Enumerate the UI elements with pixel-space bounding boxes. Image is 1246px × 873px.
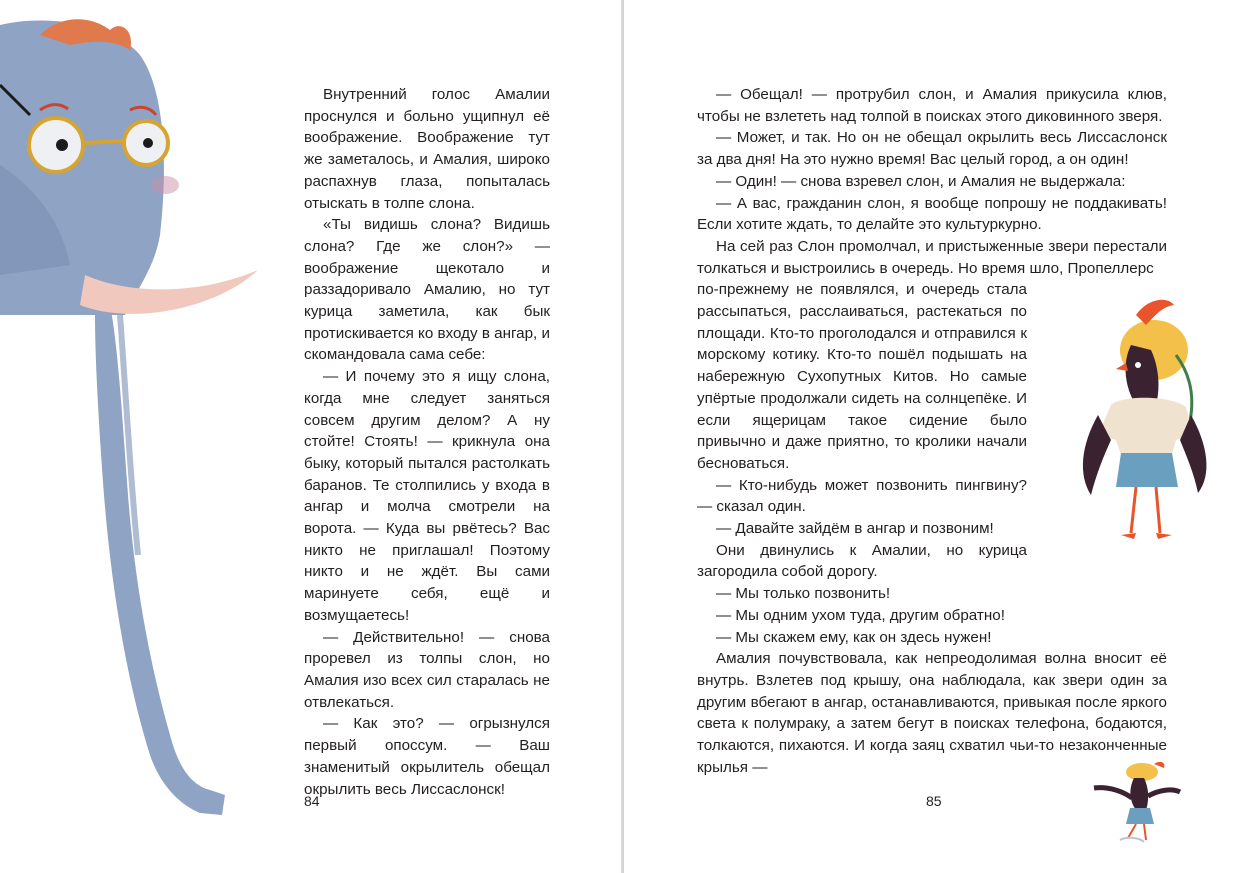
flying-hen-illustration (1084, 758, 1184, 848)
paragraph: — Действительно! — снова проревел из толпы слон, но Амалия изо всех сил старалась не отвлекаться. (304, 628, 550, 711)
paragraph: — Мы скажем ему, как он здесь нужен! (716, 628, 992, 646)
paragraph: — Один! — снова взревел слон, и Амалия не выдержала: (716, 172, 1126, 190)
paragraph: — Как это? — огрызнулся первый опоссум. — Ваш знаменитый окрылитель обещал окрылить весь Лиссаслонск! (304, 715, 550, 798)
paragraph: Амалия почувствовала, как непреодолимая волна вносит её внутрь. Взлетев под крышу, она наблюдала, как звери один за другим вбегают в ангар, останавливаются, привыкая после яркого света к полумраку, а затем бегут в поисках телефона, бодаются, толкаются, пихаются. И когда заяц схватил чьи-то незаконченные крылья — (697, 650, 1167, 776)
paragraph: по-прежнему не появлялся, и очередь стала рассыпаться, расслаиваться, растекаться по площади. Кто-то проголодался и отправился к морскому котику. Кто-то пошёл подышать на набережную Сухопутных Китов. Но самые упёртые продолжали сидеть на солнцепёке. И если ящерицам такое сидение было привычно и даже приятно, то кролики начали бесноваться. (697, 281, 1027, 472)
paragraph: — Обещал! — протрубил слон, и Амалия прикусила клюв, чтобы не взлететь над толпой в поисках этого диковинного зверя. (697, 86, 1167, 125)
paragraph: — Кто-нибудь может позвонить пингвину? — сказал один. (697, 476, 1027, 516)
page-number: 84 (304, 793, 320, 809)
paragraph: — Давайте зайдём в ангар и позвоним! (716, 520, 994, 538)
right-page (624, 0, 1246, 873)
paragraph: — Мы только позвонить! (716, 585, 891, 603)
left-page-text (304, 84, 550, 800)
paragraph: — Может, и так. Но он не обещал окрылить весь Лиссаслонск за два дня! На это нужно время! Вас целый город, а он один! (697, 129, 1167, 169)
paragraph: «Ты видишь слона? Видишь слона? Где же слон?» — воображение щекотало и раззадоривало Амалию, но тут курица заметила, как бык протискивается ко входу в ангар, и скомандовала сама себе: (304, 216, 550, 364)
page-number: 85 (926, 793, 942, 809)
paragraph: — Мы одним ухом туда, другим обратно! (716, 606, 1005, 624)
paragraph: — И почему это я ищу слона, когда мне следует заняться совсем другим делом? А ну стойте! Стоять! — крикнула она быку, который пытался растолкать баранов. Те столпились у входа в ангар и молча смотрели на ворота. — Куда вы рвётесь? Вас никто не приглашал! Поэтому никто и не ждёт. Вы сами маринуете себя, ещё и возмущаетесь! (304, 368, 550, 624)
paragraph: — А вас, гражданин слон, я вообще попрошу не поддакивать! Если хотите ждать, то делайте это культуркурно. (697, 194, 1167, 234)
left-page (0, 0, 622, 873)
paragraph: Они двинулись к Амалии, но курица загородила собой дорогу. (697, 541, 1027, 581)
elephant-illustration (0, 15, 260, 825)
paragraph: Внутренний голос Амалии проснулся и больно ущипнул её воображение. Воображение тут же заметалось, и Амалия, широко распахнув глаза, попыталась отыскать в толпе слона. (304, 86, 550, 212)
paragraph: На сей раз Слон промолчал, и пристыженные звери перестали толкаться и выстроились в очередь. Но время шло, Пропеллерс (697, 237, 1167, 277)
hen-in-hat-illustration (1076, 295, 1216, 545)
